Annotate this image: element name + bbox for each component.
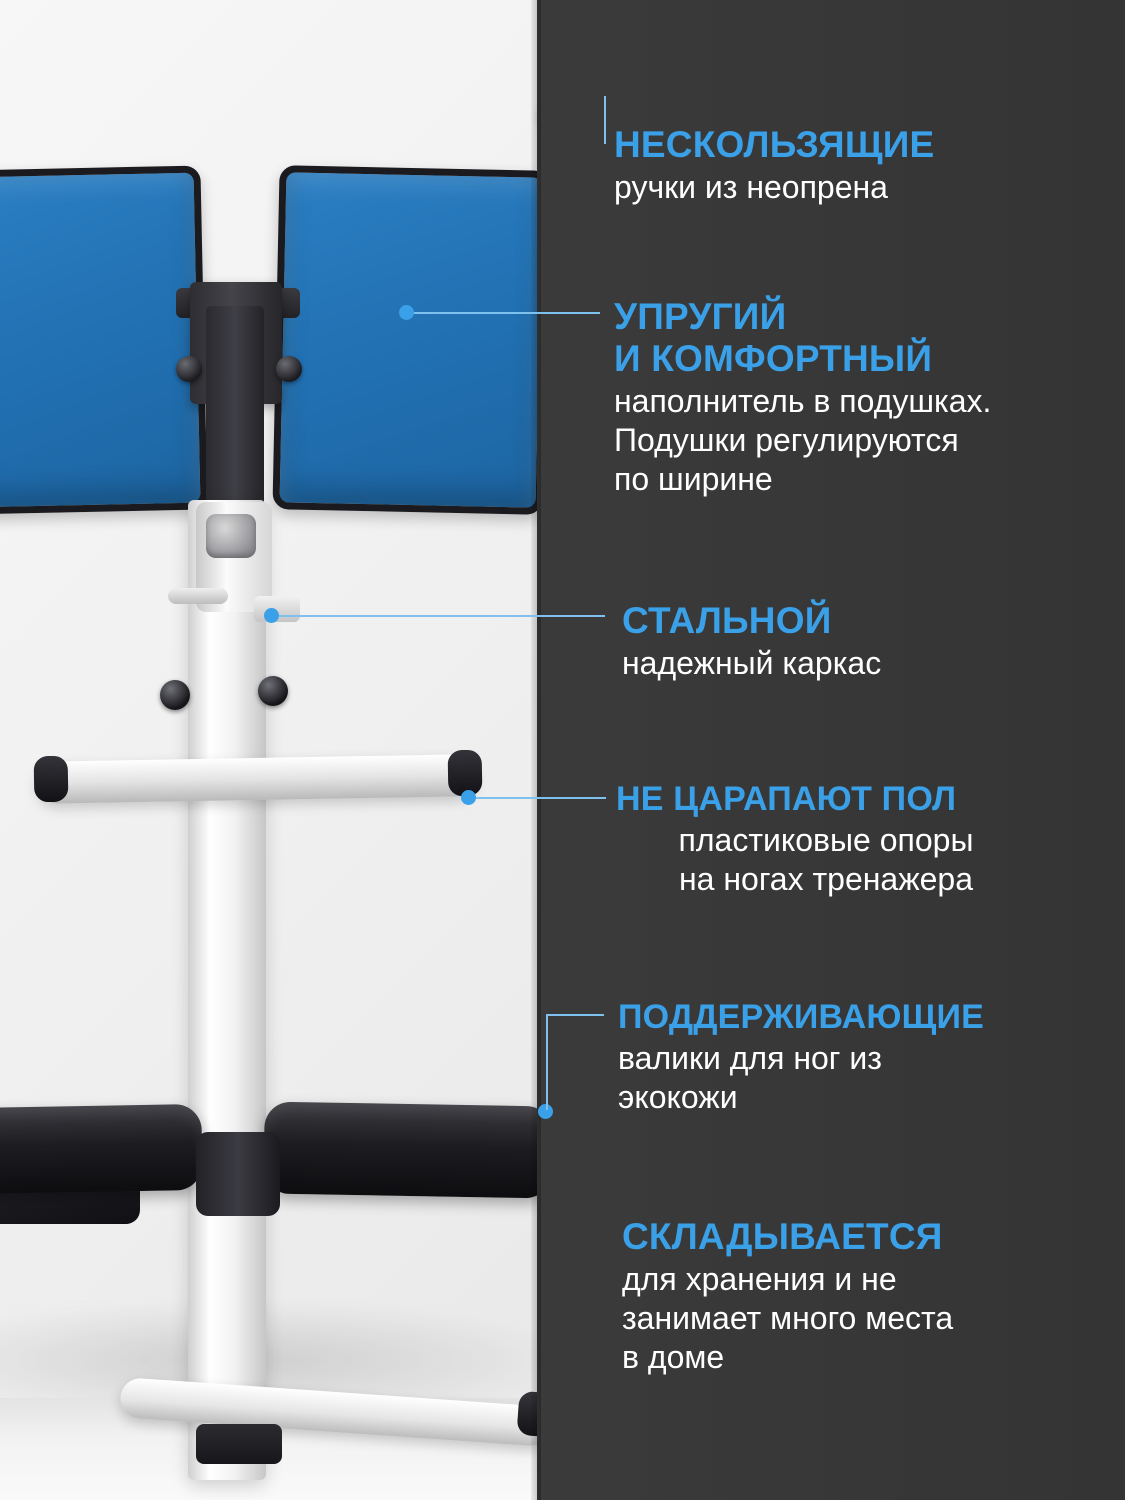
roller-mount [196,1132,280,1216]
leader-line-handles-vertical [604,96,606,144]
callout-frame-title: СТАЛЬНОЙ [622,600,832,641]
foot-bracket [196,1424,282,1464]
callout-dot-cushions [399,305,414,320]
plastic-foot-cap [34,756,69,803]
blue-back-pad-left [0,166,208,515]
callout-floor-body-line2: на ногах тренажера [679,860,973,897]
callout-cushions-title-line2: И КОМФОРТНЫЙ [614,338,933,380]
blue-back-pad-right [272,165,537,515]
callout-folding-body-line1: для хранения и не [622,1261,897,1298]
callout-cushions-body-line3: по ширине [614,461,773,498]
callout-rollers-title: ПОДДЕРЖИВАЮЩИЕ [618,998,984,1036]
product-photo [0,0,537,1500]
panel-seam [531,0,541,1500]
callout-floor-protection [616,780,1036,899]
callout-handles [614,124,934,207]
leader-line-rollers [546,1014,604,1016]
callout-rollers-body-line1: валики для ног из [618,1039,882,1076]
callout-frame-body: надежный каркас [622,645,882,682]
callout-folding-body-line3: в доме [622,1339,725,1376]
adjustment-knob [176,356,202,382]
callout-dot-frame [264,608,279,623]
callout-cushions-body-line1: наполнитель в подушках. [614,383,992,420]
pad-width-knobs [176,356,302,382]
locking-pin [168,588,228,604]
pad-bracket-stem [206,306,264,506]
adjustment-knob [160,680,190,710]
callout-dot-floor [461,790,476,805]
cross-leg-tube [36,754,477,804]
pivot-bolt [206,514,256,558]
callout-leg-rollers [618,998,984,1117]
callout-folding-body-line2: занимает много места [622,1300,954,1337]
callout-floor-body-line1: пластиковые опоры [678,821,974,858]
leader-line-frame [279,615,605,617]
leader-line-rollers-vertical [546,1014,548,1110]
callout-cushions [614,296,991,499]
callout-rollers-body-line2: экокожи [618,1078,738,1115]
callout-floor-title: НЕ ЦАРАПАЮТ ПОЛ [616,780,957,818]
black-leg-roller-right [263,1101,537,1198]
steel-column [188,500,266,1480]
callout-cushions-body-line2: Подушки регулируются [614,422,959,459]
callout-handles-title: НЕСКОЛЬЗЯЩИЕ [614,124,935,165]
callout-folding-title: СКЛАДЫВАЕТСЯ [622,1216,943,1257]
adjustment-knob [258,676,288,706]
callout-frame [622,600,881,683]
callout-folding [622,1216,953,1377]
leader-line-cushions [414,312,600,314]
callout-handles-body: ручки из неопрена [614,169,888,206]
black-leg-roller-left [0,1104,203,1194]
adjustment-knob [276,356,302,382]
plastic-foot-cap [448,750,483,797]
leader-line-floor [476,797,606,799]
callout-cushions-title-line1: УПРУГИЙ [614,296,787,337]
